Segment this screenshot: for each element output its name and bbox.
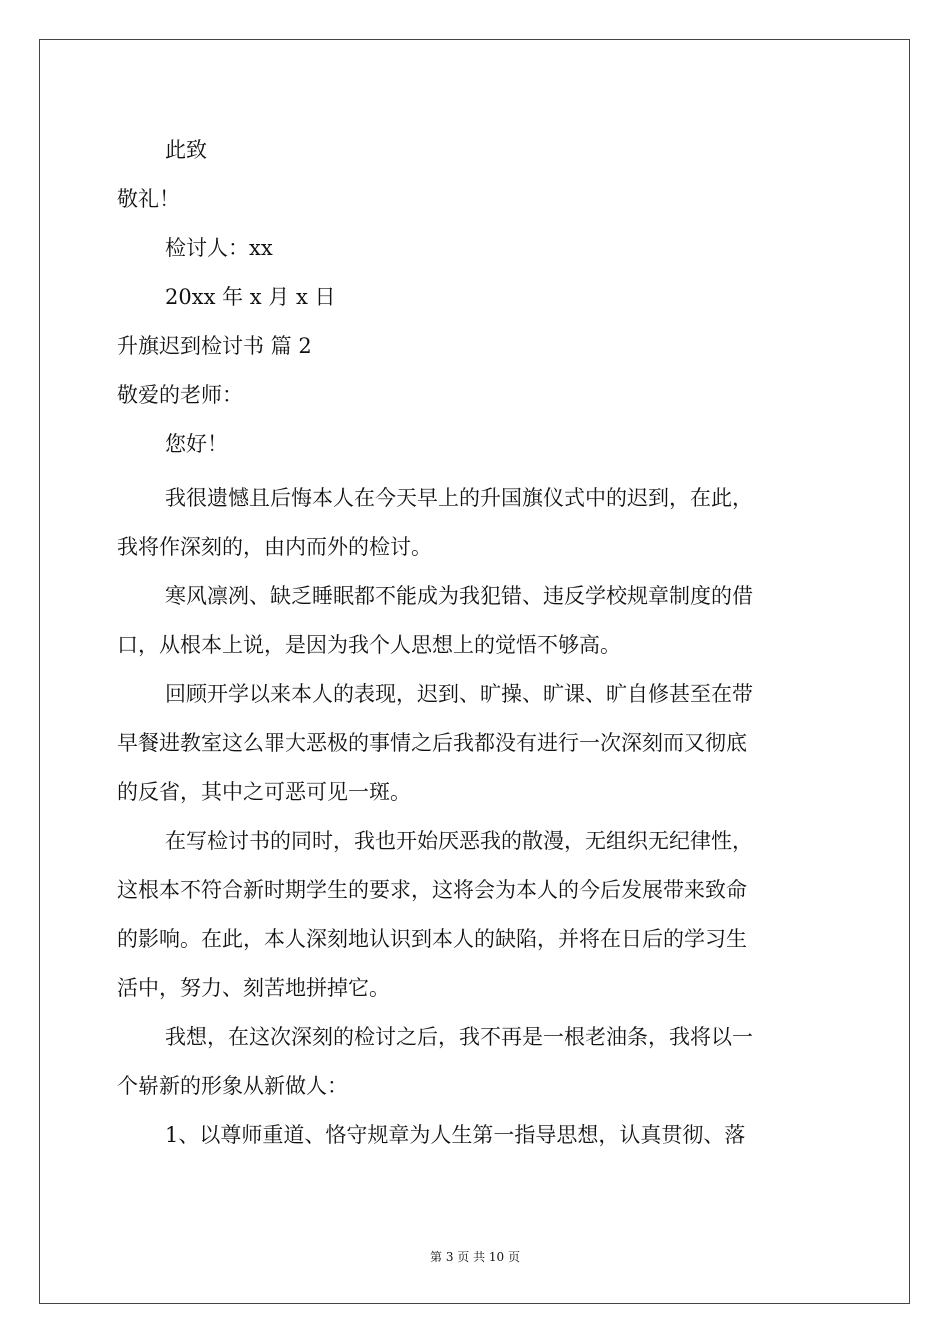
paragraph-line: 在写检讨书的同时，我也开始厌恶我的散漫，无组织无纪律性， — [165, 829, 753, 853]
paragraph-line: 个崭新的形象从新做人： — [117, 1074, 348, 1098]
paragraph-line: 寒风凛冽、缺乏睡眠都不能成为我犯错、违反学校规章制度的借 — [165, 584, 753, 608]
paragraph-line: 早餐进教室这么罪大恶极的事情之后我都没有进行一次深刻而又彻底 — [117, 731, 747, 755]
paragraph-line: 口，从根本上说，是因为我个人思想上的觉悟不够高。 — [117, 633, 621, 657]
paragraph-2 — [117, 572, 833, 670]
paragraph-6 — [117, 1111, 833, 1160]
author-line: 检讨人：xx — [165, 236, 273, 260]
date-line: 20xx 年 x 月 x 日 — [165, 285, 336, 309]
paragraph-3 — [117, 670, 833, 817]
paragraph-line: 活中，努力、刻苦地拼掉它。 — [117, 976, 390, 1000]
paragraph-line: 1、以尊师重道、恪守规章为人生第一指导思想，认真贯彻、落 — [165, 1123, 746, 1147]
document-body — [117, 131, 833, 1160]
addressee: 敬爱的老师： — [117, 383, 243, 407]
paragraph-line: 的影响。在此，本人深刻地认识到本人的缺陷，并将在日后的学习生 — [117, 927, 747, 951]
closing-respect: 敬礼！ — [117, 187, 180, 211]
paragraph-1 — [117, 474, 833, 572]
page-number-footer: 第 3 页 共 10 页 — [430, 1250, 520, 1264]
closing-salutation: 此致 — [165, 138, 207, 162]
greeting: 您好！ — [165, 432, 228, 456]
paragraph-line: 回顾开学以来本人的表现，迟到、旷操、旷课、旷自修甚至在带 — [165, 682, 753, 706]
paragraph-line: 这根本不符合新时期学生的要求，这将会为本人的今后发展带来致命 — [117, 878, 747, 902]
paragraph-5 — [117, 1013, 833, 1111]
section-title: 升旗迟到检讨书 篇 2 — [117, 334, 312, 358]
paragraph-line: 我将作深刻的，由内而外的检讨。 — [117, 535, 432, 559]
paragraph-line: 我很遗憾且后悔本人在今天早上的升国旗仪式中的迟到，在此， — [165, 486, 753, 510]
paragraph-4 — [117, 817, 833, 1013]
paragraph-line: 的反省，其中之可恶可见一斑。 — [117, 780, 411, 804]
paragraph-line: 我想，在这次深刻的检讨之后，我不再是一根老油条，我将以一 — [165, 1025, 753, 1049]
